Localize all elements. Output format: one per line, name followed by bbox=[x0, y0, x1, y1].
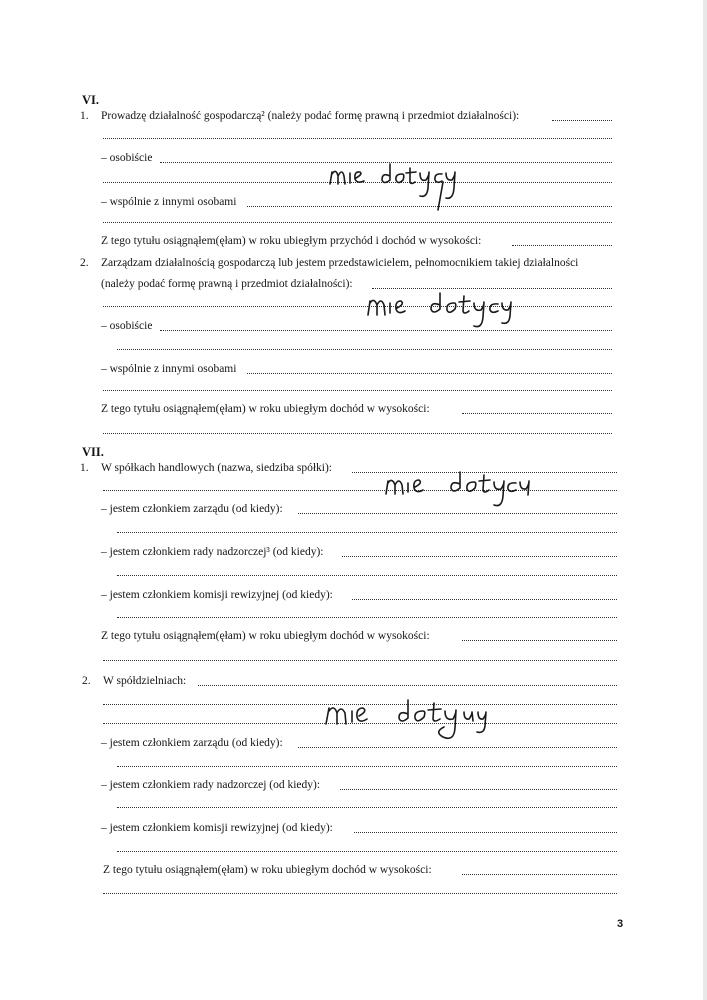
handwritten-signature-mark bbox=[326, 700, 486, 738]
audit-committee-label: – jestem członkiem komisji rewizyjnej (od kiedy): bbox=[101, 822, 333, 834]
board-member-label: – jestem członkiem zarządu (od kiedy): bbox=[101, 503, 283, 515]
supervisory-board-label: – jestem członkiem rady nadzorczej³ (od kiedy): bbox=[101, 546, 324, 558]
commercial-companies-label: W spółkach handlowych (nazwa, siedziba spółki): bbox=[101, 462, 332, 474]
jointly-label: – wspólnie z innymi osobami bbox=[101, 196, 237, 208]
item-number: 2. bbox=[80, 257, 89, 269]
personally-label: – osobiście bbox=[101, 320, 153, 332]
income-label: Z tego tytułu osiągnąłem(ęłam) w roku ubiegłym dochód w wysokości: bbox=[103, 864, 432, 876]
item-number: 1. bbox=[80, 462, 89, 474]
income-label: Z tego tytułu osiągnąłem(ęłam) w roku ubiegłym dochód w wysokości: bbox=[101, 630, 430, 642]
business-management-label: Zarządzam działalnością gospodarczą lub jestem przedstawicielem, pełnomocnikiem takiej działalności bbox=[101, 257, 579, 269]
page-number: 3 bbox=[617, 918, 624, 930]
handwritten-signature-mark bbox=[330, 164, 455, 210]
handwritten-signature-mark bbox=[368, 293, 511, 327]
income-label: Z tego tytułu osiągnąłem(ęłam) w roku ubiegłym przychód i dochód w wysokości: bbox=[101, 235, 482, 247]
supervisory-board-label: – jestem członkiem rady nadzorczej (od kiedy): bbox=[101, 779, 321, 791]
personally-label: – osobiście bbox=[101, 152, 153, 164]
section-heading-vii: VII. bbox=[82, 445, 104, 459]
cooperatives-label: W spółdzielniach: bbox=[103, 675, 187, 687]
business-activity-label: Prowadzę działalność gospodarczą² (należy podać formę prawną i przedmiot działalności): bbox=[101, 110, 520, 122]
item-number: 2. bbox=[82, 675, 91, 687]
audit-committee-label: – jestem członkiem komisji rewizyjnej (od kiedy): bbox=[101, 589, 333, 601]
income-label: Z tego tytułu osiągnąłem(ęłam) w roku ubiegłym dochód w wysokości: bbox=[101, 403, 430, 415]
item-number: 1. bbox=[80, 110, 89, 122]
business-management-label-cont: (należy podać formę prawną i przedmiot działalności): bbox=[101, 278, 353, 290]
section-heading-vi: VI. bbox=[82, 93, 100, 107]
jointly-label: – wspólnie z innymi osobami bbox=[101, 363, 237, 375]
board-member-label: – jestem członkiem zarządu (od kiedy): bbox=[101, 737, 283, 749]
handwritten-signature-mark bbox=[386, 472, 529, 506]
